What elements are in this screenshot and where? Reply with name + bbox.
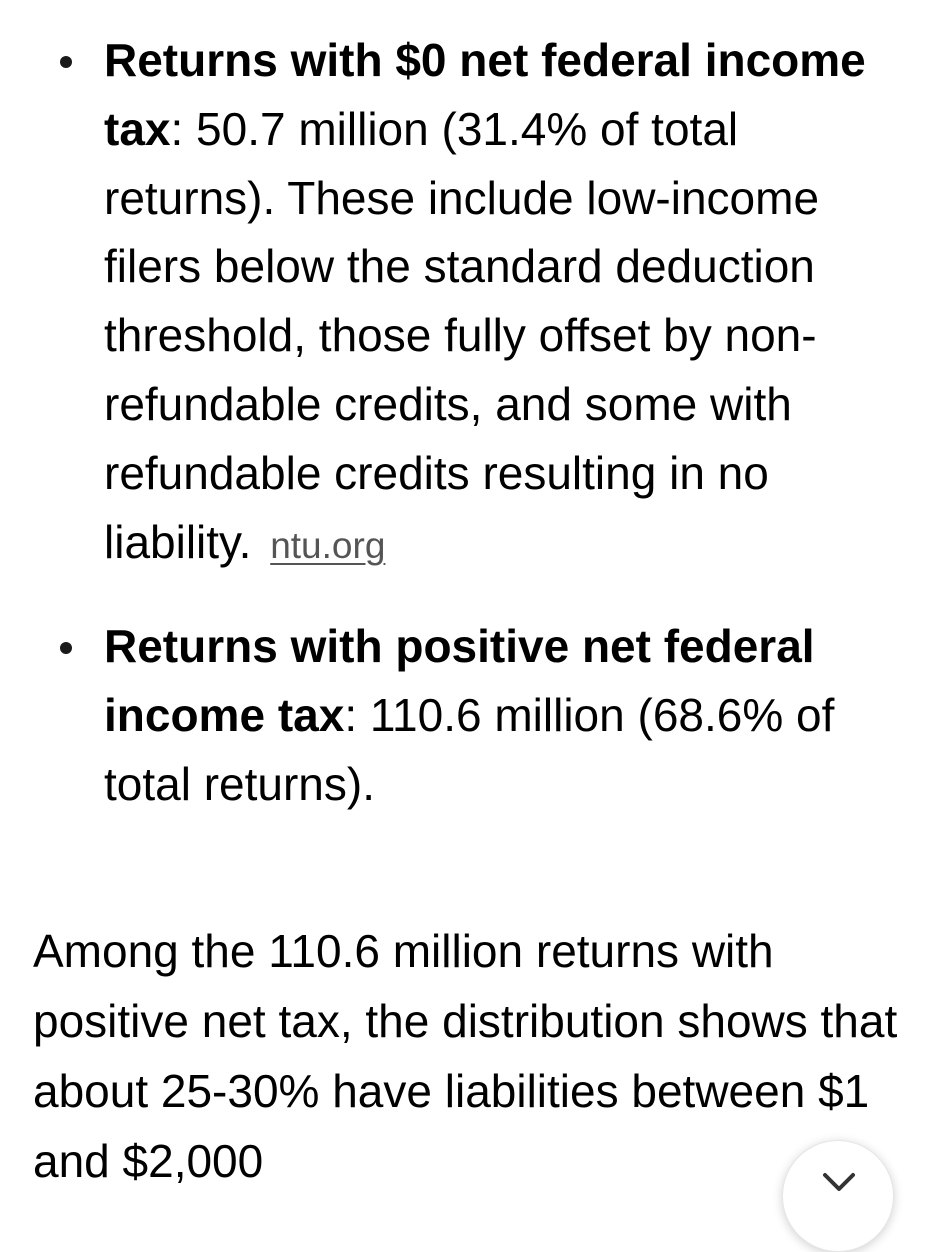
list-item-text: : 110.6 million (68.6% of total returns).: [104, 689, 835, 810]
bullet-marker: [60, 642, 72, 654]
citation-link[interactable]: ntu.org: [270, 524, 386, 566]
list-item-term: Returns with $0 net federal income tax: [104, 34, 866, 155]
list-item-term: Returns with positive net federal income tax: [104, 620, 815, 742]
paragraph-text: Among the 110.6 million returns with positive net tax, the distribution shows that about 25-30% have liabilities between $1 and $2,000: [33, 925, 898, 1187]
bullet-marker: [60, 56, 72, 68]
list-item-text: : 50.7 million (31.4% of total returns). These include low-income filers below the standard deduction threshold, those fully offset by non-refundable credits, and some with refundable credits resulting in no liability.: [104, 102, 820, 568]
bullet-list: [0, 26, 927, 819]
list-item: [0, 26, 927, 580]
list-item: [0, 612, 927, 818]
scroll-to-bottom-button[interactable]: [782, 1140, 894, 1252]
chevron-down-icon: [819, 1161, 859, 1201]
